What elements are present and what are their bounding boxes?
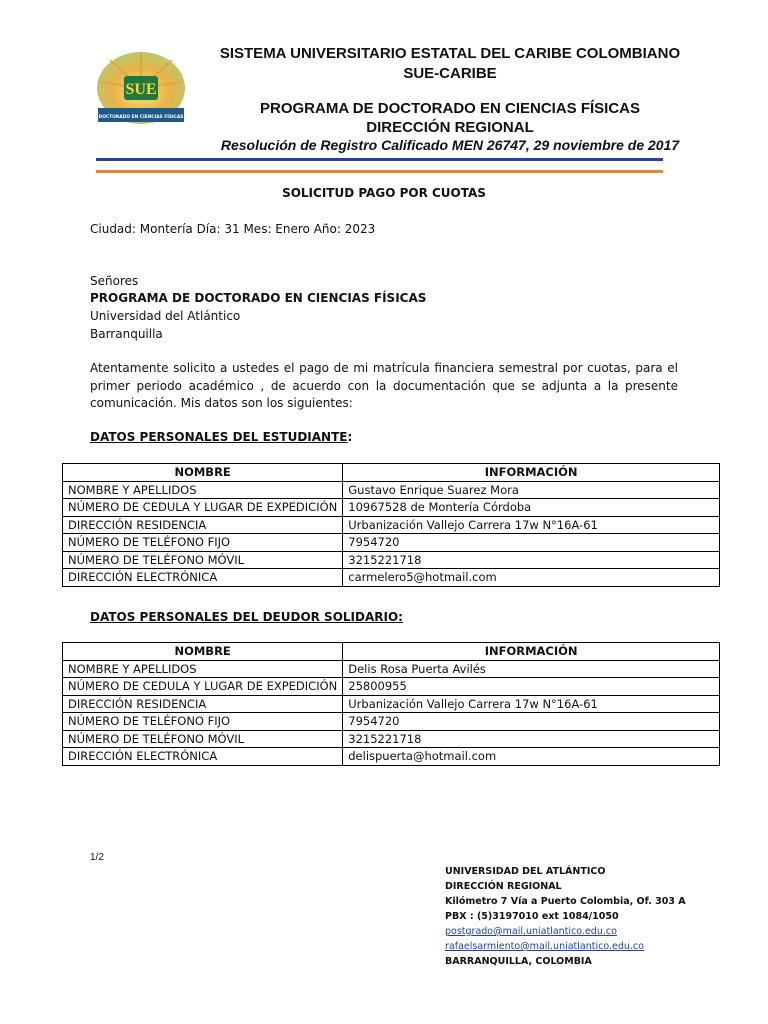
city-date-text: Ciudad: Montería Día: 31 Mes: Enero Año: 2023 <box>90 222 376 236</box>
row-value: 3215221718 <box>343 551 720 569</box>
row-label: NÚMERO DE TELÉFONO FIJO <box>63 534 343 552</box>
table-row <box>63 730 720 748</box>
table-row <box>63 569 720 587</box>
row-value: 7954720 <box>343 713 720 731</box>
col-header-name: NOMBRE <box>63 464 343 482</box>
table-row <box>63 534 720 552</box>
table-row <box>63 499 720 517</box>
footer-email-rafael-link[interactable]: rafaelsarmiento@mail.uniatlantico.edu.co <box>445 941 644 952</box>
row-value: 3215221718 <box>343 730 720 748</box>
debtor-data-table <box>62 642 720 766</box>
logo-caption: DOCTORADO EN CIENCIAS FÍSICAS <box>98 115 184 120</box>
row-label: NÚMERO DE TELÉFONO MÓVIL <box>63 551 343 569</box>
footer-city: BARRANQUILLA, COLOMBIA <box>445 956 592 967</box>
student-section-title <box>90 430 352 444</box>
header-line4: DIRECCIÓN REGIONAL <box>366 119 534 136</box>
addressee-program: PROGRAMA DE DOCTORADO EN CIENCIAS FÍSICAS <box>90 291 427 305</box>
row-value: 25800955 <box>343 678 720 696</box>
table-row <box>63 713 720 731</box>
header-line1: SISTEMA UNIVERSITARIO ESTATAL DEL CARIBE COLOMBIANO <box>219 45 681 62</box>
table-row <box>63 481 720 499</box>
document-title: SOLICITUD PAGO POR CUOTAS <box>282 186 486 200</box>
row-label: DIRECCIÓN ELECTRÓNICA <box>63 569 343 587</box>
header-rule-orange <box>96 170 663 173</box>
addressee-city: Barranquilla <box>90 327 163 341</box>
footer-university: UNIVERSIDAD DEL ATLÁNTICO <box>445 866 606 877</box>
row-value: Delis Rosa Puerta Avilés <box>343 660 720 678</box>
col-header-info: INFORMACIÓN <box>343 643 720 661</box>
student-data-table <box>62 463 720 587</box>
header-line2: SUE-CARIBE <box>403 65 497 82</box>
table-header-row <box>63 643 720 661</box>
page-number: 1/2 <box>90 852 104 863</box>
col-header-info: INFORMACIÓN <box>343 464 720 482</box>
row-label: NOMBRE Y APELLIDOS <box>63 660 343 678</box>
row-value: 7954720 <box>343 534 720 552</box>
row-label: NOMBRE Y APELLIDOS <box>63 481 343 499</box>
footer-address: Kilómetro 7 Vía a Puerto Colombia, Of. 303 A <box>445 896 686 907</box>
city-date-line <box>90 222 375 236</box>
row-label: DIRECCIÓN RESIDENCIA <box>63 695 343 713</box>
table-row <box>63 551 720 569</box>
footer-email-postgrado-link[interactable]: postgrado@mail.uniatlantico.edu.co <box>445 926 617 937</box>
table-row <box>63 695 720 713</box>
row-value: Gustavo Enrique Suarez Mora <box>343 481 720 499</box>
logo-text: SUE <box>125 81 157 98</box>
table-row <box>63 660 720 678</box>
row-value: Urbanización Vallejo Carrera 17w N°16A-61 <box>343 516 720 534</box>
footer-direction: DIRECCIÓN REGIONAL <box>445 881 562 892</box>
table-row <box>63 748 720 766</box>
row-label: NÚMERO DE TELÉFONO FIJO <box>63 713 343 731</box>
col-header-name: NOMBRE <box>63 643 343 661</box>
row-label: DIRECCIÓN RESIDENCIA <box>63 516 343 534</box>
debtor-section-title: DATOS PERSONALES DEL DEUDOR SOLIDARIO: <box>90 610 403 624</box>
table-header-row <box>63 464 720 482</box>
header-rule-blue <box>96 158 663 161</box>
table-row <box>63 678 720 696</box>
row-label: NÚMERO DE TELÉFONO MÓVIL <box>63 730 343 748</box>
header-resolution: Resolución de Registro Calificado MEN 26747, 29 noviembre de 2017 <box>220 137 680 153</box>
row-value: 10967528 de Montería Córdoba <box>343 499 720 517</box>
student-section-title-text: DATOS PERSONALES DEL ESTUDIANTE <box>90 430 348 444</box>
row-value: delispuerta@hotmail.com <box>343 748 720 766</box>
header-line3: PROGRAMA DE DOCTORADO EN CIENCIAS FÍSICAS <box>259 100 641 117</box>
request-paragraph: Atentamente solicito a ustedes el pago de mi matrícula financiera semestral por cuotas, para el primer periodo académico , de acuerdo con la documentación que se adjunta a la presente comunicación. Mis datos son los siguientes: <box>90 361 678 410</box>
addressee-salutation: Señores <box>90 274 139 288</box>
table-row <box>63 516 720 534</box>
student-section-colon: : <box>347 430 353 444</box>
row-label: DIRECCIÓN ELECTRÓNICA <box>63 748 343 766</box>
addressee-university: Universidad del Atlántico <box>90 309 241 323</box>
footer-phone: PBX : (5)3197010 ext 1084/1050 <box>445 911 619 922</box>
row-value: Urbanización Vallejo Carrera 17w N°16A-61 <box>343 695 720 713</box>
row-label: NÚMERO DE CEDULA Y LUGAR DE EXPEDICIÓN <box>63 678 343 696</box>
row-label: NÚMERO DE CEDULA Y LUGAR DE EXPEDICIÓN <box>63 499 343 517</box>
row-value: carmelero5@hotmail.com <box>343 569 720 587</box>
